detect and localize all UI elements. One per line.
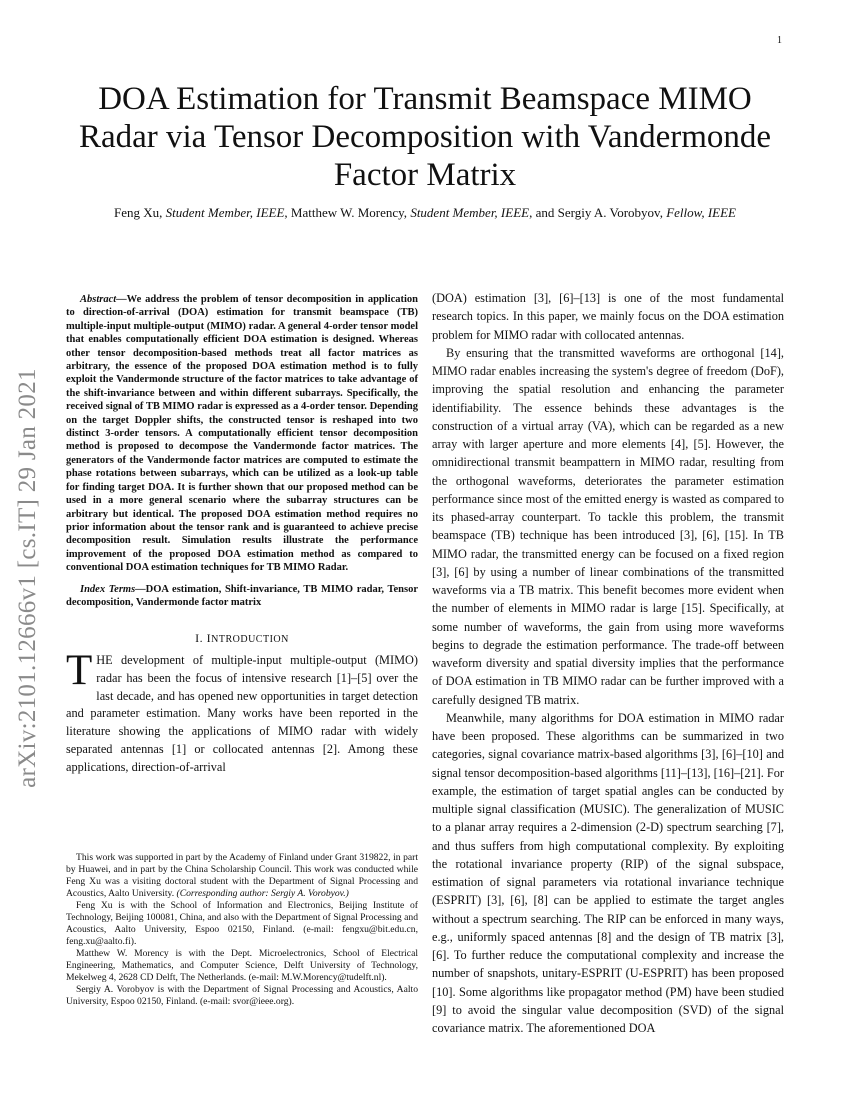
author-feng-xu: Feng Xu, — [114, 205, 166, 220]
author-role: Fellow, IEEE — [666, 205, 736, 220]
index-terms-text: —DOA estimation, Shift-invariance, TB MIMO radar, Tensor decomposition, Vandermonde factor matrix — [66, 583, 418, 608]
abstract — [66, 293, 418, 575]
section-first-letter: I — [206, 631, 212, 646]
abstract-label: Abstract — [80, 294, 117, 305]
intro-text: HE development of multiple-input multiple-output (MIMO) radar has been the focus of intensive research [1]–[5] over the last decade, and has opened new opportunities in target detection and parameter estimation. Many works have been reported in the literature showing the applications of MIMO radar with widely separated antennas [1] or collocated antennas [2]. Among these applications, direction-of-arrival — [66, 653, 418, 774]
footnote-funding — [66, 852, 418, 900]
page-number: 1 — [777, 35, 782, 46]
author-list — [66, 204, 784, 222]
arxiv-stamp-text: arXiv:2101.12666v1 [cs.IT] 29 Jan 2021 — [14, 368, 41, 788]
section-title-rest: NTRODUCTION — [211, 634, 289, 646]
footnote-affiliation-morency: Matthew W. Morency is with the Dept. Microelectronics, School of Electrical Engineering, Mathematics, and Computer Science, Delft University of Technology, Mekelweg 4, 2628 CD Delft, The Netherlands. (e-mail: M.W.Morency@tudelft.nl). — [66, 948, 418, 983]
author-role: Student Member, IEEE — [410, 205, 530, 220]
right-column — [432, 289, 784, 1037]
index-terms — [66, 583, 418, 610]
author-sergiy-vorobyov: , and Sergiy A. Vorobyov, — [529, 205, 667, 220]
footnote-affiliation-xu: Feng Xu is with the School of Information and Electronics, Beijing Institute of Technology, Beijing 100081, China, and also with the Department of Signal Processing and Acoustics, Aalto University, Espoo 02150, Finland. (e-mail: fengxu@bit.edu.cn, feng.xu@aalto.fi). — [66, 900, 418, 947]
body-paragraph: (DOA) estimation [3], [6]–[13] is one of the most fundamental research topics. In this paper, we mainly focus on the DOA estimation problem for MIMO radar with collocated antennas. — [432, 291, 784, 342]
section-heading — [66, 631, 418, 646]
section-numeral: I. — [195, 631, 207, 646]
left-column — [66, 293, 418, 776]
arxiv-stamp — [4, 308, 52, 848]
footnote-funding-text: This work was supported in part by the Academy of Finland under Grant 319822, in part by Huawei, and in part by the China Scholarship Council. This work was conducted while Feng Xu was a visiting doctoral student with the Department of Signal Processing and Acoustics, Aalto University. — [66, 852, 418, 899]
drop-cap: T — [66, 647, 93, 695]
footnote-corresponding: (Corresponding author: Sergiy A. Vorobyov.) — [176, 888, 349, 899]
author-role: Student Member, IEEE — [165, 205, 285, 220]
index-terms-label: Index Terms — [80, 583, 136, 595]
footnotes — [66, 852, 418, 1008]
body-paragraph: Meanwhile, many algorithms for DOA estimation in MIMO radar have been proposed. These algorithms can be summarized in two categories, signal covariance matrix-based algorithms [3], [6]–[10] and signal tensor decomposition-based algorithms [11]–[13], [16]–[21]. For example, the estimation of target spatial angles can be conducted by multiple signal classification (MUSIC). The generalization of MUSIC to a planar array requires a 2-dimension (2-D) spectrum searching [7], and thus suffers from high computational complexity. By exploiting the rotational invariance property (RIP) of the signal subspace, estimation of signal parameters via rotational invariance technique (ESPRIT) [3], [6], [8] can be applied to estimate the target angles without a spectrum searching. The RIP can be enforced in many ways, e.g., uniformly spaced antennas [8] and the design of TB matrix [3], [6]. To further reduce the computational complexity and increase the number of snapshots, unitary-ESPRIT (U-ESPRIT) has been proposed [10]. Some algorithms like propagator method (PM) have been studied [9] to avoid the singular value decomposition (SVD) of the signal covariance matrix. The aforementioned DOA — [432, 710, 784, 1035]
footnote-affiliation-vorobyov: Sergiy A. Vorobyov is with the Department of Signal Processing and Acoustics, Aalto University, Espoo 02150, Finland. (e-mail: svor@ieee.org). — [66, 984, 418, 1007]
paper-title: DOA Estimation for Transmit Beamspace MIMO Radar via Tensor Decomposition with Vandermonde Factor Matrix — [78, 81, 772, 193]
intro-paragraph — [66, 647, 418, 776]
body-paragraph: By ensuring that the transmitted waveforms are orthogonal [14], MIMO radar enables increasing the system's degree of freedom (DoF), improving the spatial resolution and enhancing the parameter identifiability. The essence behinds these advantages is the construction of a virtual array (VA), which can be regarded as a new array with larger aperture and more elements [4], [5]. However, the omnidirectional transmit beampattern in MIMO radar, resulting from the orthogonal waveforms, deteriorates the parameter estimation performance since most of the emitted energy is wasted as compared to its phased-array counterpart. To tackle this problem, the transmit beamspace (TB) technique has been introduced [3], [6], [15]. In TB MIMO radar, the transmitted energy can be focused on a fixed region [3], [6] by using a number of linear combinations of the transmitted waveforms via a TB matrix. This benefit becomes more evident when the number of elements in MIMO radar is large [15]. Specifically, at some number of waveforms, the gain from using more waveforms begins to degrade the estimation performance. The trade-off between waveform diversity and spatial diversity implies that the performance of DOA estimation in TB MIMO radar can be further improved with a carefully designed TB matrix. — [432, 345, 784, 707]
author-matthew-morency: , Matthew W. Morency, — [284, 205, 411, 220]
abstract-text: —We address the problem of tensor decomposition in application to direction-of-arrival (DOA) estimation for transmit beamspace (TB) multiple-input multiple-output (MIMO) radar. A general 4-order tensor model that enables computationally efficient DOA estimation is designed. Whereas other tensor decomposition-based methods treat all factor matrices as arbitrary, the essence of the proposed DOA estimation method is to fully exploit the Vandermonde structure of the factor matrices to take advantage of the shift-invariance between and within different subarrays. Specifically, the received signal of TB MIMO radar is expressed as a 4-order tensor. Depending on the target Doppler shifts, the constructed tensor is reshaped into two distinct 3-order tensors. A computationally efficient tensor decomposition method is proposed to decompose the Vandermonde factor matrices. The generators of the Vandermonde factor matrices are computed to estimate the phase rotations between subarrays, which can be utilized as a look-up table for finding target DOA. It is further shown that our proposed method can be used in a more general scenario where the subarray structures can be arbitrary but identical. The proposed DOA estimation method requires no prior information about the tensor rank and is guaranteed to achieve precise decomposition result. Simulation results illustrate the performance improvement of the proposed DOA estimation method as compared to conventional DOA estimation techniques for TB MIMO Radar. — [66, 294, 418, 574]
